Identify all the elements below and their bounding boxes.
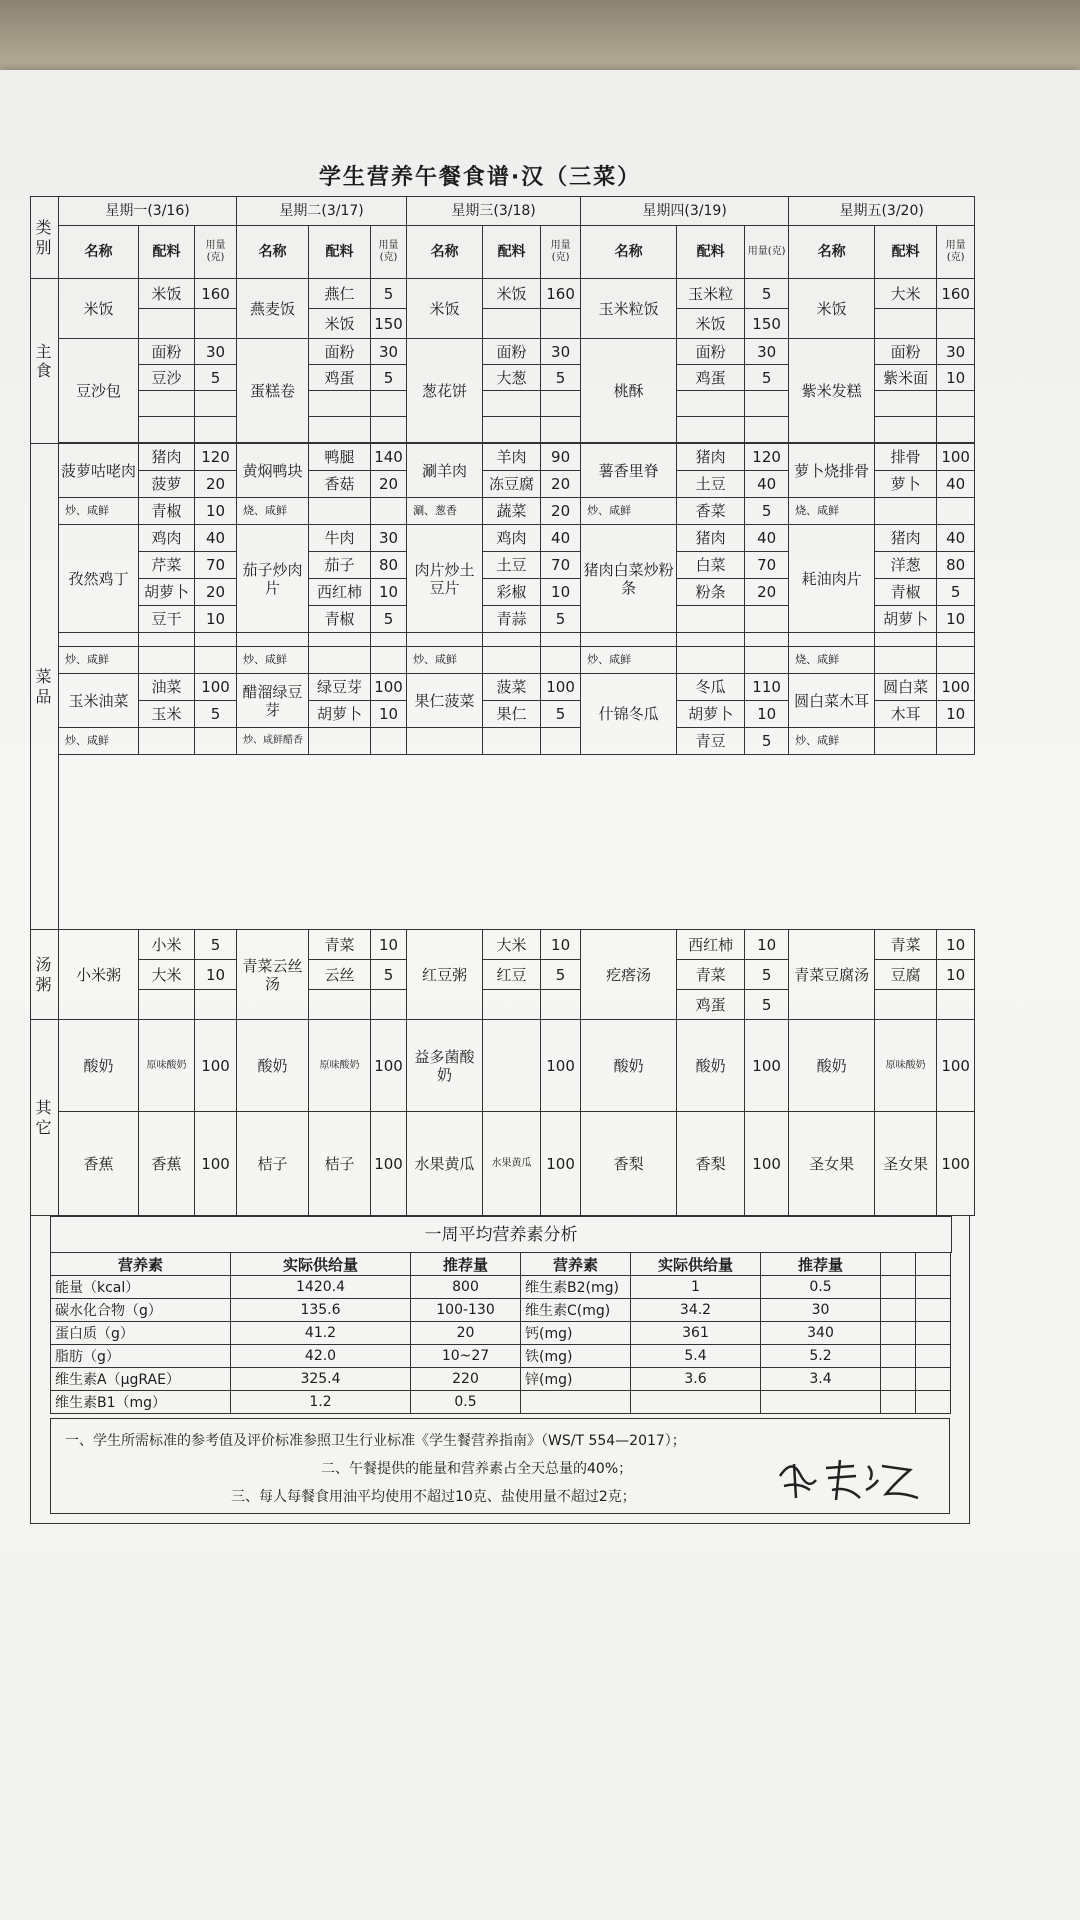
ingredient: 茄子 [309, 552, 371, 579]
cooking-method: 炒、咸鲜醋香 [237, 728, 309, 755]
ingredient: 胡萝卜 [139, 579, 195, 606]
ingredient: 油菜 [139, 674, 195, 701]
col-amount: 用量(克) [745, 226, 789, 279]
dish-name: 桔子 [237, 1112, 309, 1216]
dish-name: 紫米发糕 [789, 339, 875, 443]
amount: 160 [541, 279, 581, 309]
ingredient: 面粉 [677, 339, 745, 365]
cooking-method: 涮、葱香 [407, 498, 483, 525]
ingredient: 木耳 [875, 701, 937, 728]
amount: 150 [371, 309, 407, 339]
ingredient: 面粉 [139, 339, 195, 365]
cooking-method: 炒、咸鲜 [789, 728, 875, 755]
amount: 70 [745, 552, 789, 579]
ingredient: 水果黄瓜 [483, 1112, 541, 1216]
ingredient: 面粉 [309, 339, 371, 365]
table-row: 能量（kcal） 1420.4 800 维生素B2(mg) 1 0.5 [51, 1276, 951, 1299]
amount: 100 [195, 674, 237, 701]
amount: 10 [937, 930, 975, 960]
dish-name: 香梨 [581, 1112, 677, 1216]
dish-name: 疙瘩汤 [581, 930, 677, 1020]
ingredient: 牛肉 [309, 525, 371, 552]
amount: 100 [541, 1020, 581, 1112]
ingredient: 大米 [483, 930, 541, 960]
dish-name: 玉米粒饭 [581, 279, 677, 339]
ingredient: 青菜 [309, 930, 371, 960]
dish-name: 酸奶 [581, 1020, 677, 1112]
ingredient: 米饭 [677, 309, 745, 339]
amount: 10 [937, 365, 975, 391]
amount: 100 [937, 444, 975, 471]
ingredient: 洋葱 [875, 552, 937, 579]
ingredient: 酸奶 [677, 1020, 745, 1112]
col-amount: 用量(克) [195, 226, 237, 279]
amount: 10 [371, 701, 407, 728]
dish-name: 米饭 [407, 279, 483, 339]
table-row: 蛋白质（g） 41.2 20 钙(mg) 361 340 [51, 1322, 951, 1345]
ingredient: 鸡肉 [483, 525, 541, 552]
amount: 100 [541, 1112, 581, 1216]
amount: 5 [371, 365, 407, 391]
table-row: 脂肪（g） 42.0 10~27 铁(mg) 5.4 5.2 [51, 1345, 951, 1368]
day-header-wed: 星期三(3/18) [407, 197, 581, 226]
amount: 10 [937, 960, 975, 990]
ingredient: 蔬菜 [483, 498, 541, 525]
amount: 5 [541, 701, 581, 728]
ingredient: 胡萝卜 [875, 606, 937, 633]
ingredient: 鸡蛋 [309, 365, 371, 391]
ingredient: 青椒 [875, 579, 937, 606]
amount: 40 [195, 525, 237, 552]
ingredient: 原味酸奶 [139, 1020, 195, 1112]
dish-name: 耗油肉片 [789, 525, 875, 633]
amount: 90 [541, 444, 581, 471]
col-ingredient: 配料 [483, 226, 541, 279]
cooking-method: 炒、咸鲜 [59, 647, 139, 674]
amount: 100 [937, 1112, 975, 1216]
dish-name: 青菜云丝汤 [237, 930, 309, 1020]
amount: 10 [745, 930, 789, 960]
amount: 160 [195, 279, 237, 309]
ingredient: 绿豆芽 [309, 674, 371, 701]
amount: 20 [541, 498, 581, 525]
note-1: 一、学生所需标准的参考值及评价标准参照卫生行业标准《学生餐营养指南》（WS/T 554—2017）； [65, 1433, 686, 1449]
dish-name: 香蕉 [59, 1112, 139, 1216]
ingredient: 西红柿 [677, 930, 745, 960]
amount: 120 [195, 444, 237, 471]
category-other: 其它 [31, 1020, 59, 1216]
amount: 30 [937, 339, 975, 365]
ingredient: 圣女果 [875, 1112, 937, 1216]
ingredient: 原味酸奶 [309, 1020, 371, 1112]
amount: 40 [745, 525, 789, 552]
amount: 30 [195, 339, 237, 365]
amount: 30 [541, 339, 581, 365]
dish-name: 醋溜绿豆芽 [237, 674, 309, 728]
amount: 150 [745, 309, 789, 339]
dish-name: 肉片炒土豆片 [407, 525, 483, 633]
ingredient: 云丝 [309, 960, 371, 990]
col-name: 名称 [59, 226, 139, 279]
amount: 140 [371, 444, 407, 471]
ingredient: 猪肉 [677, 525, 745, 552]
dish-name: 茄子炒肉片 [237, 525, 309, 633]
ingredient: 原味酸奶 [875, 1020, 937, 1112]
amount: 70 [195, 552, 237, 579]
ingredient: 彩椒 [483, 579, 541, 606]
col-name: 名称 [789, 226, 875, 279]
nutrition-table [50, 1252, 951, 1414]
amount: 100 [541, 674, 581, 701]
amount: 40 [937, 525, 975, 552]
nutrient-header: 营养素 [51, 1253, 231, 1276]
amount: 20 [745, 579, 789, 606]
amount: 100 [195, 1112, 237, 1216]
ingredient: 猪肉 [139, 444, 195, 471]
col-ingredient: 配料 [309, 226, 371, 279]
table-row: 碳水化合物（g） 135.6 100-130 维生素C(mg) 34.2 30 [51, 1299, 951, 1322]
ingredient: 菠萝 [139, 471, 195, 498]
ingredient: 萝卜 [875, 471, 937, 498]
ingredient: 青椒 [139, 498, 195, 525]
cooking-method: 炒、咸鲜 [237, 647, 309, 674]
amount: 10 [937, 701, 975, 728]
amount: 100 [371, 1112, 407, 1216]
col-amount: 用量(克) [371, 226, 407, 279]
amount: 10 [541, 930, 581, 960]
ingredient: 青菜 [875, 930, 937, 960]
ingredient: 米饭 [483, 279, 541, 309]
amount: 100 [371, 674, 407, 701]
actual-header: 实际供给量 [631, 1253, 761, 1276]
amount: 10 [195, 498, 237, 525]
amount: 5 [745, 728, 789, 755]
nutrition-title: 一周平均营养素分析 [50, 1216, 952, 1253]
table-row: 维生素B1（mg） 1.2 0.5 [51, 1391, 951, 1414]
ingredient: 鸡蛋 [677, 365, 745, 391]
dish-name: 什锦冬瓜 [581, 674, 677, 755]
amount: 40 [745, 471, 789, 498]
ingredient: 圆白菜 [875, 674, 937, 701]
recommended-header: 推荐量 [411, 1253, 521, 1276]
amount: 5 [195, 365, 237, 391]
dish-name: 水果黄瓜 [407, 1112, 483, 1216]
dish-name: 圆白菜木耳 [789, 674, 875, 728]
cooking-method: 炒、咸鲜 [59, 498, 139, 525]
cooking-method: 烧、咸鲜 [237, 498, 309, 525]
ingredient: 香梨 [677, 1112, 745, 1216]
ingredient: 猪肉 [875, 525, 937, 552]
col-name: 名称 [407, 226, 483, 279]
category-header: 类别 [31, 197, 59, 279]
ingredient: 鸡蛋 [677, 990, 745, 1020]
dish-name: 孜然鸡丁 [59, 525, 139, 633]
amount: 10 [937, 606, 975, 633]
amount: 30 [371, 339, 407, 365]
amount: 10 [745, 701, 789, 728]
amount: 120 [745, 444, 789, 471]
category-staple: 主食 [31, 279, 59, 444]
ingredient: 鸡肉 [139, 525, 195, 552]
amount: 20 [195, 471, 237, 498]
dish-name: 果仁菠菜 [407, 674, 483, 728]
dish-name: 酸奶 [59, 1020, 139, 1112]
amount: 5 [937, 579, 975, 606]
ingredient: 猪肉 [677, 444, 745, 471]
amount: 5 [371, 960, 407, 990]
ingredient: 玉米 [139, 701, 195, 728]
menu-table [30, 196, 975, 1216]
ingredient: 芹菜 [139, 552, 195, 579]
amount: 20 [371, 471, 407, 498]
ingredient: 香菜 [677, 498, 745, 525]
amount: 100 [745, 1112, 789, 1216]
amount: 30 [371, 525, 407, 552]
amount: 5 [195, 930, 237, 960]
day-header-fri: 星期五(3/20) [789, 197, 975, 226]
note-3: 三、每人每餐食用油平均使用不超过10克、盐使用量不超过2克； [231, 1489, 636, 1505]
note-2: 二、午餐提供的能量和营养素占全天总量的40%； [321, 1461, 633, 1477]
ingredient: 白菜 [677, 552, 745, 579]
ingredient: 胡萝卜 [309, 701, 371, 728]
recommended-header: 推荐量 [761, 1253, 881, 1276]
amount: 100 [371, 1020, 407, 1112]
amount: 30 [745, 339, 789, 365]
amount: 10 [371, 930, 407, 960]
ingredient: 大米 [875, 279, 937, 309]
col-amount: 用量(克) [541, 226, 581, 279]
ingredient: 大葱 [483, 365, 541, 391]
amount: 10 [371, 579, 407, 606]
ingredient: 青椒 [309, 606, 371, 633]
amount: 40 [937, 471, 975, 498]
amount: 10 [195, 960, 237, 990]
amount: 160 [937, 279, 975, 309]
cooking-method: 炒、咸鲜 [407, 647, 483, 674]
ingredient: 米饭 [139, 279, 195, 309]
dish-name: 桃酥 [581, 339, 677, 443]
ingredient: 胡萝卜 [677, 701, 745, 728]
amount: 70 [541, 552, 581, 579]
dish-name: 葱花饼 [407, 339, 483, 443]
col-ingredient: 配料 [677, 226, 745, 279]
amount: 5 [745, 365, 789, 391]
ingredient: 青蒜 [483, 606, 541, 633]
dish-name: 米饭 [789, 279, 875, 339]
dish-name: 豆沙包 [59, 339, 139, 443]
day-header-thu: 星期四(3/19) [581, 197, 789, 226]
ingredient: 粉条 [677, 579, 745, 606]
amount: 100 [937, 1020, 975, 1112]
ingredient: 西红柿 [309, 579, 371, 606]
ingredient: 排骨 [875, 444, 937, 471]
amount: 5 [195, 701, 237, 728]
dish-name: 菠萝咕咾肉 [59, 444, 139, 498]
ingredient: 青菜 [677, 960, 745, 990]
cooking-method: 烧、咸鲜 [789, 647, 875, 674]
dish-name: 青菜豆腐汤 [789, 930, 875, 1020]
amount: 110 [745, 674, 789, 701]
dish-name: 小米粥 [59, 930, 139, 1020]
ingredient: 面粉 [483, 339, 541, 365]
cooking-method: 炒、咸鲜 [59, 728, 139, 755]
day-header-tue: 星期二(3/17) [237, 197, 407, 226]
col-amount: 用量(克) [937, 226, 975, 279]
amount: 80 [371, 552, 407, 579]
amount: 5 [541, 606, 581, 633]
ingredient: 桔子 [309, 1112, 371, 1216]
dish-name: 薯香里脊 [581, 444, 677, 498]
ingredient: 果仁 [483, 701, 541, 728]
nutrient-header: 营养素 [521, 1253, 631, 1276]
col-name: 名称 [581, 226, 677, 279]
ingredient: 豆干 [139, 606, 195, 633]
table-row: 维生素A（μgRAE） 325.4 220 锌(mg) 3.6 3.4 [51, 1368, 951, 1391]
ingredient [483, 1020, 541, 1112]
ingredient: 冻豆腐 [483, 471, 541, 498]
dish-name: 蛋糕卷 [237, 339, 309, 443]
amount: 10 [541, 579, 581, 606]
dish-name: 圣女果 [789, 1112, 875, 1216]
actual-header: 实际供给量 [231, 1253, 411, 1276]
ingredient: 玉米粒 [677, 279, 745, 309]
amount: 5 [541, 960, 581, 990]
ingredient: 豆沙 [139, 365, 195, 391]
signature [770, 1446, 930, 1506]
dish-name: 玉米油菜 [59, 674, 139, 728]
col-ingredient: 配料 [139, 226, 195, 279]
dish-name: 涮羊肉 [407, 444, 483, 498]
ingredient: 面粉 [875, 339, 937, 365]
category-dish: 菜品 [31, 444, 59, 930]
dish-name: 燕麦饭 [237, 279, 309, 339]
dish-name: 益多菌酸奶 [407, 1020, 483, 1112]
ingredient: 冬瓜 [677, 674, 745, 701]
ingredient: 土豆 [483, 552, 541, 579]
amount: 40 [541, 525, 581, 552]
amount: 5 [541, 365, 581, 391]
amount: 100 [745, 1020, 789, 1112]
amount: 5 [745, 279, 789, 309]
ingredient: 青豆 [677, 728, 745, 755]
ingredient: 豆腐 [875, 960, 937, 990]
ingredient: 菠菜 [483, 674, 541, 701]
ingredient: 小米 [139, 930, 195, 960]
ingredient: 大米 [139, 960, 195, 990]
dish-name: 米饭 [59, 279, 139, 339]
col-ingredient: 配料 [875, 226, 937, 279]
amount: 5 [745, 960, 789, 990]
amount: 20 [195, 579, 237, 606]
amount: 100 [195, 1020, 237, 1112]
ingredient: 香菇 [309, 471, 371, 498]
dish-name: 黄焖鸭块 [237, 444, 309, 498]
cooking-method: 炒、咸鲜 [581, 498, 677, 525]
category-soup: 汤粥 [31, 930, 59, 1020]
amount: 20 [541, 471, 581, 498]
amount: 5 [371, 279, 407, 309]
ingredient: 红豆 [483, 960, 541, 990]
dish-name: 酸奶 [789, 1020, 875, 1112]
dish-name: 猪肉白菜炒粉条 [581, 525, 677, 633]
cooking-method: 炒、咸鲜 [581, 647, 677, 674]
ingredient: 鸭腿 [309, 444, 371, 471]
dish-name: 酸奶 [237, 1020, 309, 1112]
ingredient: 羊肉 [483, 444, 541, 471]
amount: 5 [745, 990, 789, 1020]
ingredient: 燕仁 [309, 279, 371, 309]
col-name: 名称 [237, 226, 309, 279]
amount: 80 [937, 552, 975, 579]
cooking-method: 烧、咸鲜 [789, 498, 875, 525]
amount: 100 [937, 674, 975, 701]
day-header-mon: 星期一(3/16) [59, 197, 237, 226]
ingredient: 米饭 [309, 309, 371, 339]
ingredient: 紫米面 [875, 365, 937, 391]
ingredient: 土豆 [677, 471, 745, 498]
dish-name: 红豆粥 [407, 930, 483, 1020]
amount: 10 [195, 606, 237, 633]
background-wall [0, 0, 1080, 70]
amount: 5 [745, 498, 789, 525]
amount: 5 [371, 606, 407, 633]
document-title: 学生营养午餐食谱·汉（三菜） [318, 165, 642, 190]
dish-name: 萝卜烧排骨 [789, 444, 875, 498]
ingredient: 香蕉 [139, 1112, 195, 1216]
